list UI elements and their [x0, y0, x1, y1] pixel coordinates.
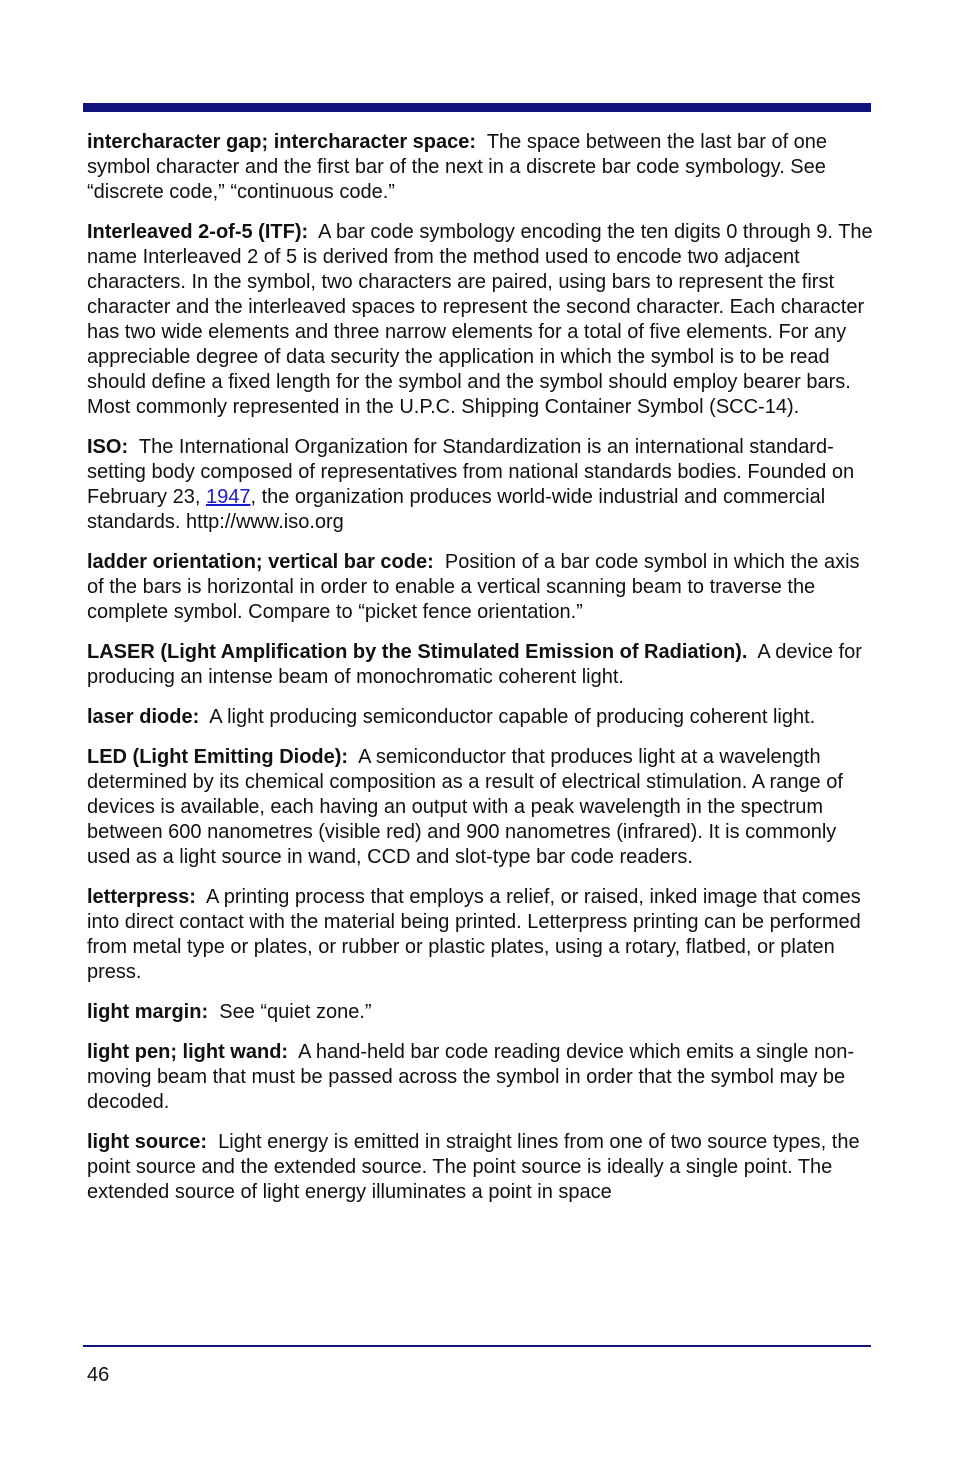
glossary-definition: The International Organization for Standardization is an international standard-setting body composed of representatives from national standards bodies. Founded on February 23,: [87, 436, 855, 508]
header-rule: [83, 103, 871, 112]
glossary-definition: A hand-held bar code reading device which emits a single non-moving beam that must be passed across the symbol in order that the symbol may be decoded.: [87, 1041, 854, 1113]
glossary-entry-interleaved-2-of-5: [87, 220, 877, 420]
page-number: 46: [87, 1364, 110, 1386]
glossary-entry-iso: [87, 435, 877, 535]
glossary-term: ISO:: [87, 436, 129, 458]
glossary-entry-laser-diode: [87, 705, 877, 730]
glossary-entry-led: [87, 745, 877, 870]
glossary-definition: A device for producing an intense beam of monochromatic coherent light.: [87, 641, 862, 688]
glossary-entry-light-source: [87, 1130, 877, 1205]
glossary-body: [87, 130, 877, 1220]
glossary-term: ladder orientation; vertical bar code:: [87, 551, 434, 573]
glossary-definition: Light energy is emitted in straight lines from one of two source types, the point source and the extended source. The point source is ideally a single point. The extended source of light energy illuminates a point in space: [87, 1131, 860, 1203]
footer-rule: [83, 1345, 871, 1347]
glossary-definition: Position of a bar code symbol in which the axis of the bars is horizontal in order to enable a vertical scanning beam to traverse the complete symbol. Compare to “picket fence orientation.”: [87, 551, 860, 623]
glossary-definition: A light producing semiconductor capable of producing coherent light.: [209, 706, 816, 728]
glossary-term: letterpress:: [87, 886, 196, 908]
glossary-term: light source:: [87, 1131, 208, 1153]
glossary-entry-intercharacter-gap: [87, 130, 877, 205]
glossary-term: light pen; light wand:: [87, 1041, 289, 1063]
glossary-term: LED (Light Emitting Diode):: [87, 746, 349, 768]
glossary-definition: A semiconductor that produces light at a wavelength determined by its chemical composition as a result of electrical stimulation. A range of devices is available, each having an output with a peak wavelength in the spectrum between 600 nanometres (visible red) and 900 nanometres (infrared). It is commonly used as a light source in wand, CCD and slot-type bar code readers.: [87, 746, 843, 868]
glossary-definition: A bar code symbology encoding the ten digits 0 through 9. The name Interleaved 2 of 5 is derived from the method used to encode two adjacent characters. In the symbol, two characters are paired, using bars to represent the first character and the interleaved spaces to represent the second character. Each character has two wide elements and three narrow elements for a total of five elements. For any appreciable degree of data security the application in which the symbol is to be read should define a fixed length for the symbol and the symbol should employ bearer bars. Most commonly represented in the U.P.C. Shipping Container Symbol (SCC-14).: [87, 221, 873, 418]
glossary-definition: See “quiet zone.”: [219, 1001, 372, 1023]
glossary-entry-light-margin: [87, 1000, 877, 1025]
glossary-term: intercharacter gap; intercharacter space:: [87, 131, 477, 153]
glossary-entry-laser: [87, 640, 877, 690]
glossary-entry-letterpress: [87, 885, 877, 985]
glossary-term: Interleaved 2-of-5 (ITF):: [87, 221, 309, 243]
glossary-definition: A printing process that employs a relief, or raised, inked image that comes into direct contact with the material being printed. Letterpress printing can be performed from metal type or plates, or rubber or plastic plates, using a rotary, flatbed, or platen press.: [87, 886, 861, 983]
glossary-term: light margin:: [87, 1001, 209, 1023]
glossary-term: laser diode:: [87, 706, 200, 728]
glossary-term: LASER (Light Amplification by the Stimulated Emission of Radiation).: [87, 641, 748, 663]
glossary-entry-ladder-orientation: [87, 550, 877, 625]
glossary-entry-light-pen: [87, 1040, 877, 1115]
year-1947-link[interactable]: 1947: [205, 486, 251, 508]
glossary-definition: The space between the last bar of one symbol character and the first bar of the next in a discrete bar code symbology. See “discrete code,” “continuous code.”: [87, 131, 828, 203]
glossary-definition-continued: , the organization produces world-wide industrial and commercial standards. http://www.iso.org: [87, 486, 826, 533]
